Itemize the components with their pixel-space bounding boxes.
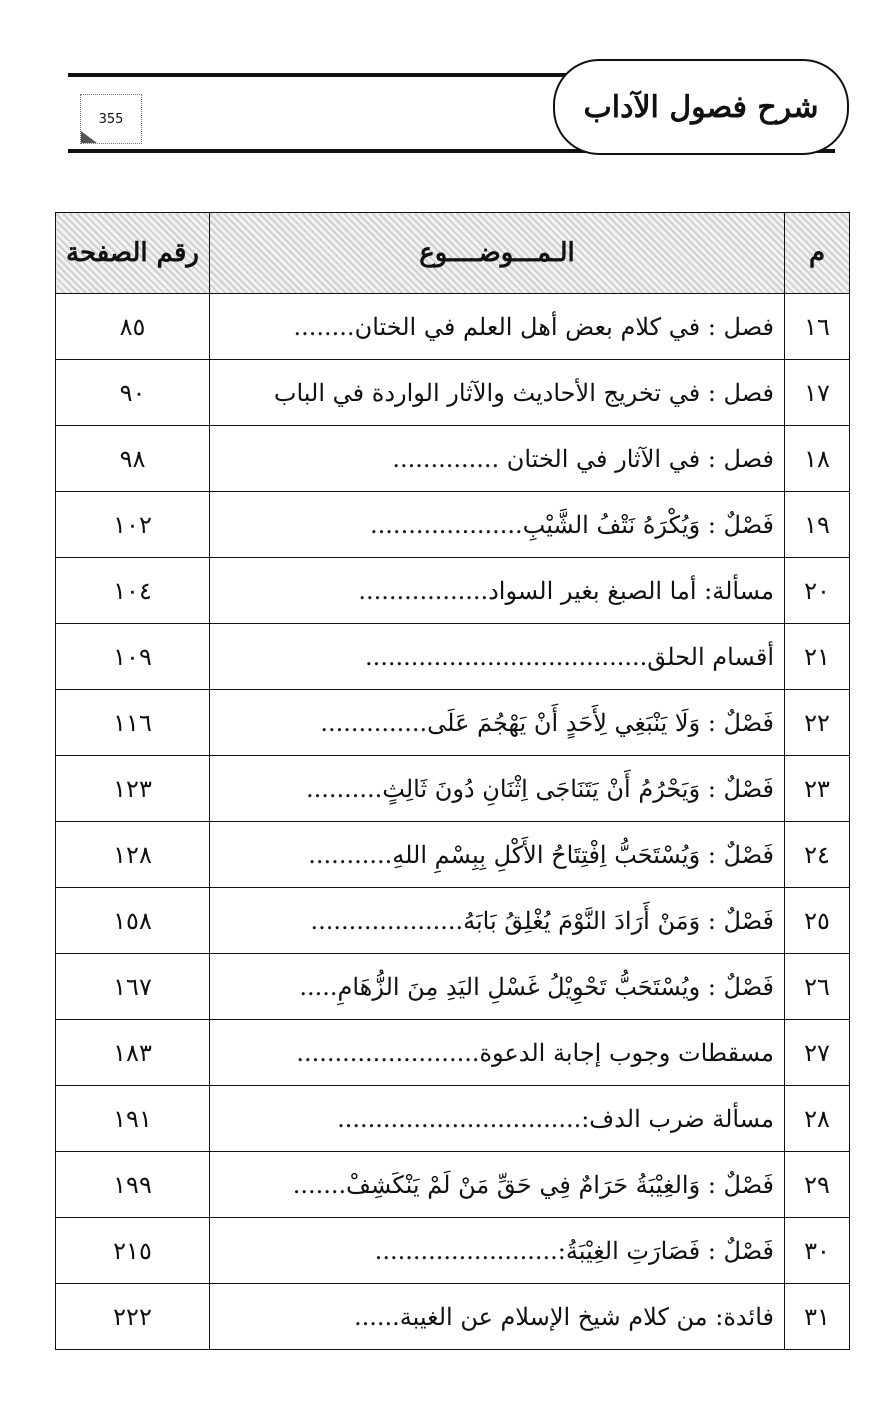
- table-row: [56, 492, 850, 558]
- row-page: ٢١٥: [56, 1218, 210, 1284]
- row-page: ١٨٣: [56, 1020, 210, 1086]
- table-row: [56, 888, 850, 954]
- row-page: ١٩١: [56, 1086, 210, 1152]
- table-row: [56, 1152, 850, 1218]
- book-title: شرح فصول الآداب: [553, 59, 849, 155]
- table-header-row: [56, 213, 850, 294]
- row-page: ١٠٢: [56, 492, 210, 558]
- row-topic: أقسام الحلق.....................................: [210, 624, 785, 690]
- row-page: ١٢٣: [56, 756, 210, 822]
- row-number: ٢١: [785, 624, 850, 690]
- table-row: [56, 426, 850, 492]
- row-page: ٩٠: [56, 360, 210, 426]
- header-num: م: [785, 213, 850, 294]
- table-row: [56, 624, 850, 690]
- row-topic: فَصْلٌ : وَيُسْتَحَبُّ اِفْتِتَاحُ الأَكْلِ بِبِسْمِ اللهِ...........: [210, 822, 785, 888]
- row-number: ٢٥: [785, 888, 850, 954]
- row-number: ٢٦: [785, 954, 850, 1020]
- row-topic: فصل : في تخريج الأحاديث والآثار الواردة في الباب: [210, 360, 785, 426]
- row-topic: مسألة: أما الصبغ بغير السواد.................: [210, 558, 785, 624]
- row-number: ١٧: [785, 360, 850, 426]
- table-row: [56, 1086, 850, 1152]
- row-page: ١٠٩: [56, 624, 210, 690]
- row-number: ٢٠: [785, 558, 850, 624]
- row-topic: فَصْلٌ : فَصَارَتِ الغِيْبَةُ:........................: [210, 1218, 785, 1284]
- row-topic: مسقطات وجوب إجابة الدعوة........................: [210, 1020, 785, 1086]
- row-number: ١٨: [785, 426, 850, 492]
- row-page: ١٩٩: [56, 1152, 210, 1218]
- row-page: ١٠٤: [56, 558, 210, 624]
- row-page: ١٦٧: [56, 954, 210, 1020]
- table-row: [56, 756, 850, 822]
- table-row: [56, 558, 850, 624]
- table-row: [56, 1284, 850, 1350]
- table-row: [56, 1020, 850, 1086]
- row-topic: فَصْلٌ : ويُسْتَحَبُّ تَحْوِيْلُ غَسْلِ اليَدِ مِنَ الزُّهَامِ.....: [210, 954, 785, 1020]
- row-topic: مسألة ضرب الدف:................................: [210, 1086, 785, 1152]
- page-number-box: [80, 94, 142, 144]
- page-fold-icon: [81, 131, 97, 143]
- row-page: ١١٦: [56, 690, 210, 756]
- row-number: ١٦: [785, 294, 850, 360]
- row-number: ٢٤: [785, 822, 850, 888]
- page-number: 355: [98, 111, 124, 127]
- row-topic: فَصْلٌ : وَلَا يَنْبَغِي لِأَحَدٍ أَنْ يَهْجُمَ عَلَى..............: [210, 690, 785, 756]
- table-row: [56, 822, 850, 888]
- row-page: ٨٥: [56, 294, 210, 360]
- row-topic: فَصْلٌ : وَيَحْرُمُ أَنْ يَتَنَاجَى اِثْنَانِ دُونَ ثَالِثٍ..........: [210, 756, 785, 822]
- row-number: ٢٢: [785, 690, 850, 756]
- row-number: ٣١: [785, 1284, 850, 1350]
- table-body: [56, 294, 850, 1350]
- row-page: ١٢٨: [56, 822, 210, 888]
- row-page: ١٥٨: [56, 888, 210, 954]
- table-row: [56, 360, 850, 426]
- row-number: ٣٠: [785, 1218, 850, 1284]
- row-topic: فائدة: من كلام شيخ الإسلام عن الغيبة......: [210, 1284, 785, 1350]
- row-page: ٢٢٢: [56, 1284, 210, 1350]
- row-page: ٩٨: [56, 426, 210, 492]
- row-topic: فصل : في كلام بعض أهل العلم في الختان........: [210, 294, 785, 360]
- header-topic: الـمـــوضــــوع: [210, 213, 785, 294]
- row-topic: فَصْلٌ : وَمَنْ أَرَادَ النَّوْمَ يُغْلِقُ بَابَهُ....................: [210, 888, 785, 954]
- row-number: ٢٧: [785, 1020, 850, 1086]
- table-row: [56, 954, 850, 1020]
- header-page: رقم الصفحة: [56, 213, 210, 294]
- contents-table: [55, 212, 850, 1350]
- table-row: [56, 690, 850, 756]
- table-row: [56, 294, 850, 360]
- row-number: ٢٣: [785, 756, 850, 822]
- row-number: ٢٩: [785, 1152, 850, 1218]
- table-row: [56, 1218, 850, 1284]
- row-topic: فَصْلٌ : وَالغِيْبَةُ حَرَامٌ فِي حَقِّ مَنْ لَمْ يَنْكَشِفْ.......: [210, 1152, 785, 1218]
- row-number: ٢٨: [785, 1086, 850, 1152]
- row-number: ١٩: [785, 492, 850, 558]
- row-topic: فَصْلٌ : وَيُكْرَهُ نَتْفُ الشَّيْبِ....................: [210, 492, 785, 558]
- row-topic: فصل : في الآثار في الختان ..............: [210, 426, 785, 492]
